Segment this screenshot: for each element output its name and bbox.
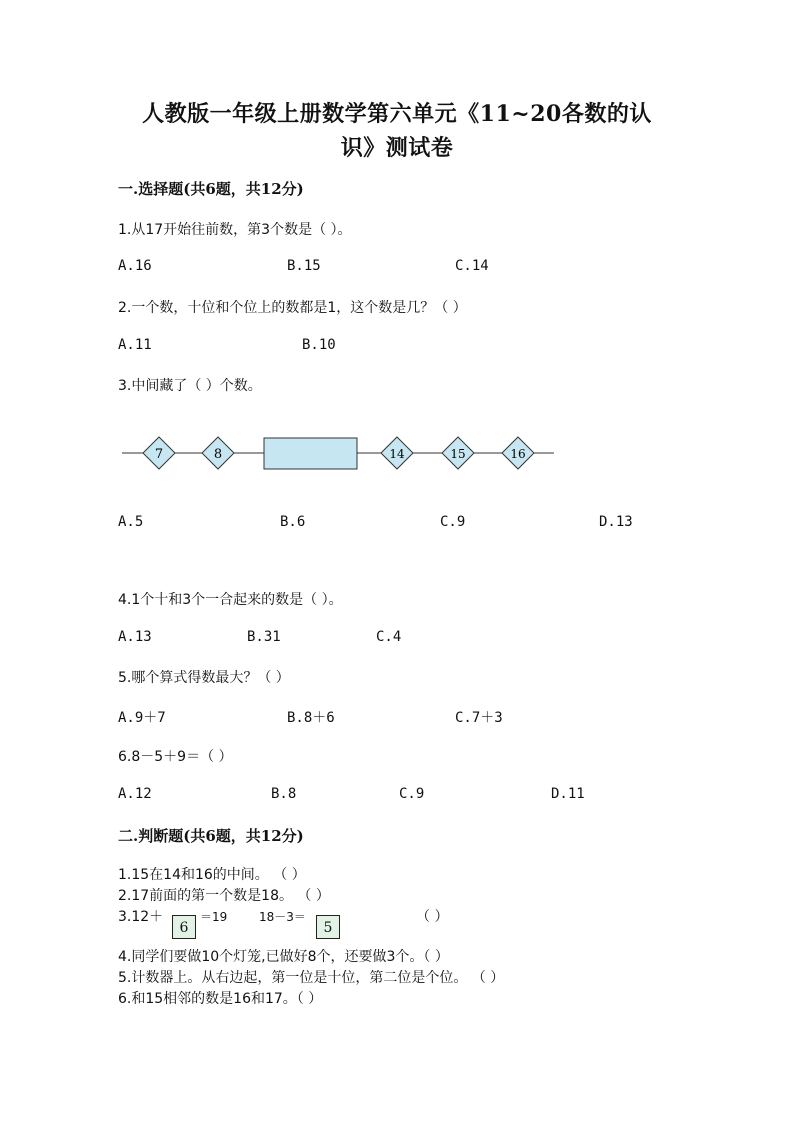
section2-heading: 二.判断题(共6题，共12分) [118,827,304,845]
q1-text: 1.从17开始往前数，第3个数是（ ）。 [118,222,352,238]
judge-3-paren: （ ） [416,909,449,925]
diamond-8-label: 8 [213,447,223,462]
section1-heading: 一.选择题(共6题，共12分) [118,180,304,198]
judge-6-text: 6.和15相邻的数是16和17。（ ） [118,991,323,1007]
q4-option-c[interactable]: C.4 [376,629,402,645]
judge-5-text: 5.计数器上。从右边起，第一位是十位，第二位是个位。 （ ） [118,970,505,986]
worksheet-title-line2: 识》测试卷 [340,135,454,161]
diamond-15-label: 15 [450,447,466,461]
q3-text: 3.中间藏了（ ）个数。 [118,378,262,394]
q2-text: 2.一个数，十位和个位上的数都是1，这个数是几？（ ） [118,300,467,316]
judge-3-prefix: 3.12＋ [118,909,164,925]
q4-text: 4.1个十和3个一合起来的数是（ ）。 [118,592,343,608]
q4-option-a[interactable]: A.13 [118,629,152,645]
q5-text: 5.哪个算式得数最大？（ ） [118,670,290,686]
worksheet-title-line1: 人教版一年级上册数学第六单元《11~20各数的认 [142,101,652,127]
q6-option-a[interactable]: A.12 [118,786,152,802]
q2-option-b[interactable]: B.10 [302,337,336,353]
judge-3-result: ＝19 [200,910,228,924]
q5-option-b[interactable]: B.8＋6 [287,710,335,726]
diamond-14 [381,437,413,469]
q2-option-a[interactable]: A.11 [118,337,152,353]
diamond-16-label: 16 [510,447,526,461]
judge-3-box-1: 6 [172,915,196,939]
diamond-15 [442,437,474,469]
q3-option-c[interactable]: C.9 [440,514,466,530]
diamond-16 [502,437,534,469]
q1-option-c[interactable]: C.14 [455,258,489,274]
judge-3-expr2: 18－3＝ [259,910,306,924]
q6-option-b[interactable]: B.8 [271,786,297,802]
q5-option-a[interactable]: A.9＋7 [118,710,166,726]
q1-option-b[interactable]: B.15 [287,258,321,274]
diamond-7 [143,437,175,469]
diamond-8 [202,437,234,469]
diamond-14-label: 14 [389,447,405,461]
q6-option-c[interactable]: C.9 [399,786,425,802]
q6-text: 6.8－5＋9＝（ ） [118,749,233,765]
q3-option-d[interactable]: D.13 [599,514,633,530]
diamond-7-label: 7 [154,447,164,462]
judge-1-text: 1.15在14和16的中间。 （ ） [118,867,306,883]
number-line-figure [118,430,558,478]
q1-option-a[interactable]: A.16 [118,258,152,274]
q6-option-d[interactable]: D.11 [551,786,585,802]
judge-3-box-2: 5 [316,915,340,939]
hidden-numbers-box [264,438,357,469]
q5-option-c[interactable]: C.7＋3 [455,710,503,726]
q3-option-a[interactable]: A.5 [118,514,144,530]
judge-4-text: 4.同学们要做10个灯笼,已做好8个，还要做3个。（ ） [118,949,449,965]
judge-2-text: 2.17前面的第一个数是18。 （ ） [118,888,330,904]
q4-option-b[interactable]: B.31 [247,629,281,645]
q3-option-b[interactable]: B.6 [280,514,306,530]
